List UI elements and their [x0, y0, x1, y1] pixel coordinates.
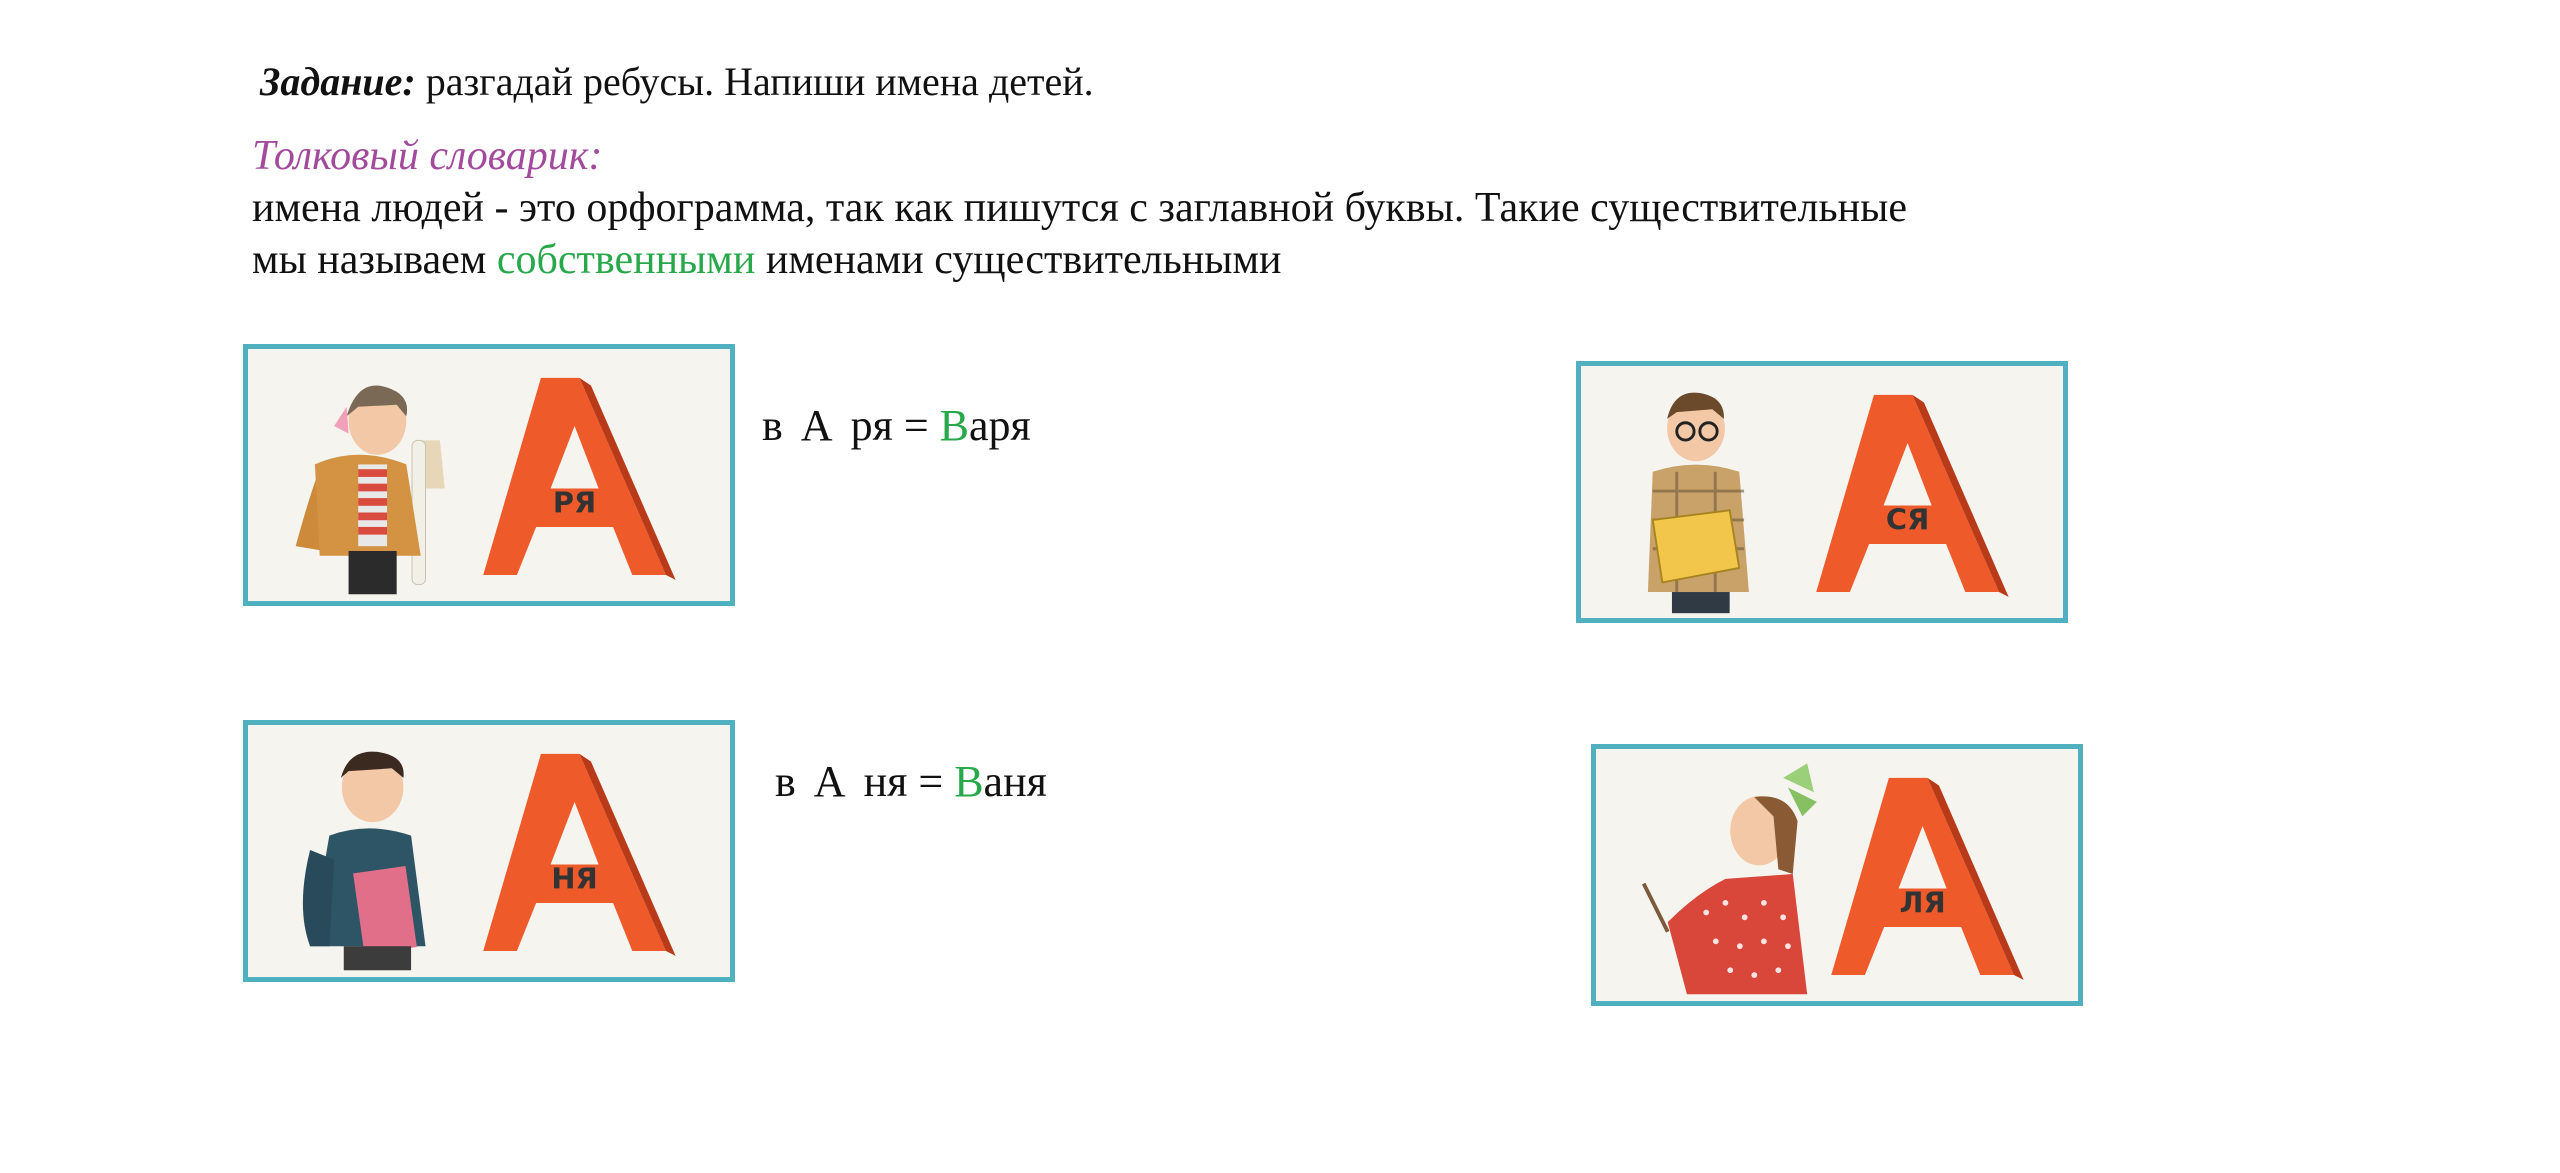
syllable-label: ЛЯ	[1899, 885, 1946, 920]
dictionary-line-2	[252, 236, 1282, 284]
answer-part-1: в	[762, 401, 783, 450]
syllable-label: РЯ	[552, 485, 597, 520]
letter-a-graphic	[483, 378, 675, 580]
boy-glasses-figure	[1648, 393, 1749, 614]
task-label: Задание:	[260, 59, 416, 104]
dictionary-line-2-start: мы называем	[252, 237, 497, 283]
syllable-label: НЯ	[551, 861, 598, 896]
answer-part-3: ня	[863, 757, 908, 806]
dictionary-line-1: имена людей - это орфограмма, так как пишутся с заглавной буквы. Такие существительные	[252, 185, 1907, 231]
rebus-illustration-2	[248, 725, 730, 977]
task-text: разгадай ребусы. Напиши имена детей.	[415, 59, 1094, 104]
answer-part-1: в	[775, 757, 796, 806]
dictionary-highlight: собственными	[496, 237, 756, 283]
girl-pointer-figure	[1644, 763, 1817, 994]
rebus-illustration-3	[1581, 366, 2063, 618]
dictionary-line-2-end: именами существительными	[755, 237, 1282, 283]
dictionary-title: Толковый словарик:	[252, 133, 603, 179]
girl-figure	[296, 386, 445, 595]
letter-a-graphic	[1816, 395, 2008, 597]
answer-2	[775, 756, 1047, 807]
rebus-card-2	[243, 720, 735, 982]
answer-part-3: ря	[850, 401, 893, 450]
rebus-card-3	[1576, 361, 2068, 623]
task-line	[260, 58, 1094, 105]
rebus-illustration-4	[1596, 749, 2078, 1001]
rebus-card-1	[243, 344, 735, 606]
answer-capital: В	[939, 401, 969, 450]
rebus-card-4	[1591, 744, 2083, 1006]
answer-1	[762, 400, 1031, 451]
answer-capital: В	[954, 757, 984, 806]
letter-a-graphic	[483, 754, 675, 956]
answer-rest: аня	[983, 757, 1047, 806]
answer-equals: =	[903, 401, 929, 450]
answer-part-2: А	[800, 401, 833, 450]
answer-part-2: А	[813, 757, 846, 806]
syllable-label: СЯ	[1885, 502, 1930, 537]
answer-equals: =	[918, 757, 944, 806]
rebus-illustration-1	[248, 349, 730, 601]
letter-a-graphic	[1831, 778, 2023, 980]
boy-figure	[303, 752, 426, 971]
answer-rest: аря	[969, 401, 1031, 450]
